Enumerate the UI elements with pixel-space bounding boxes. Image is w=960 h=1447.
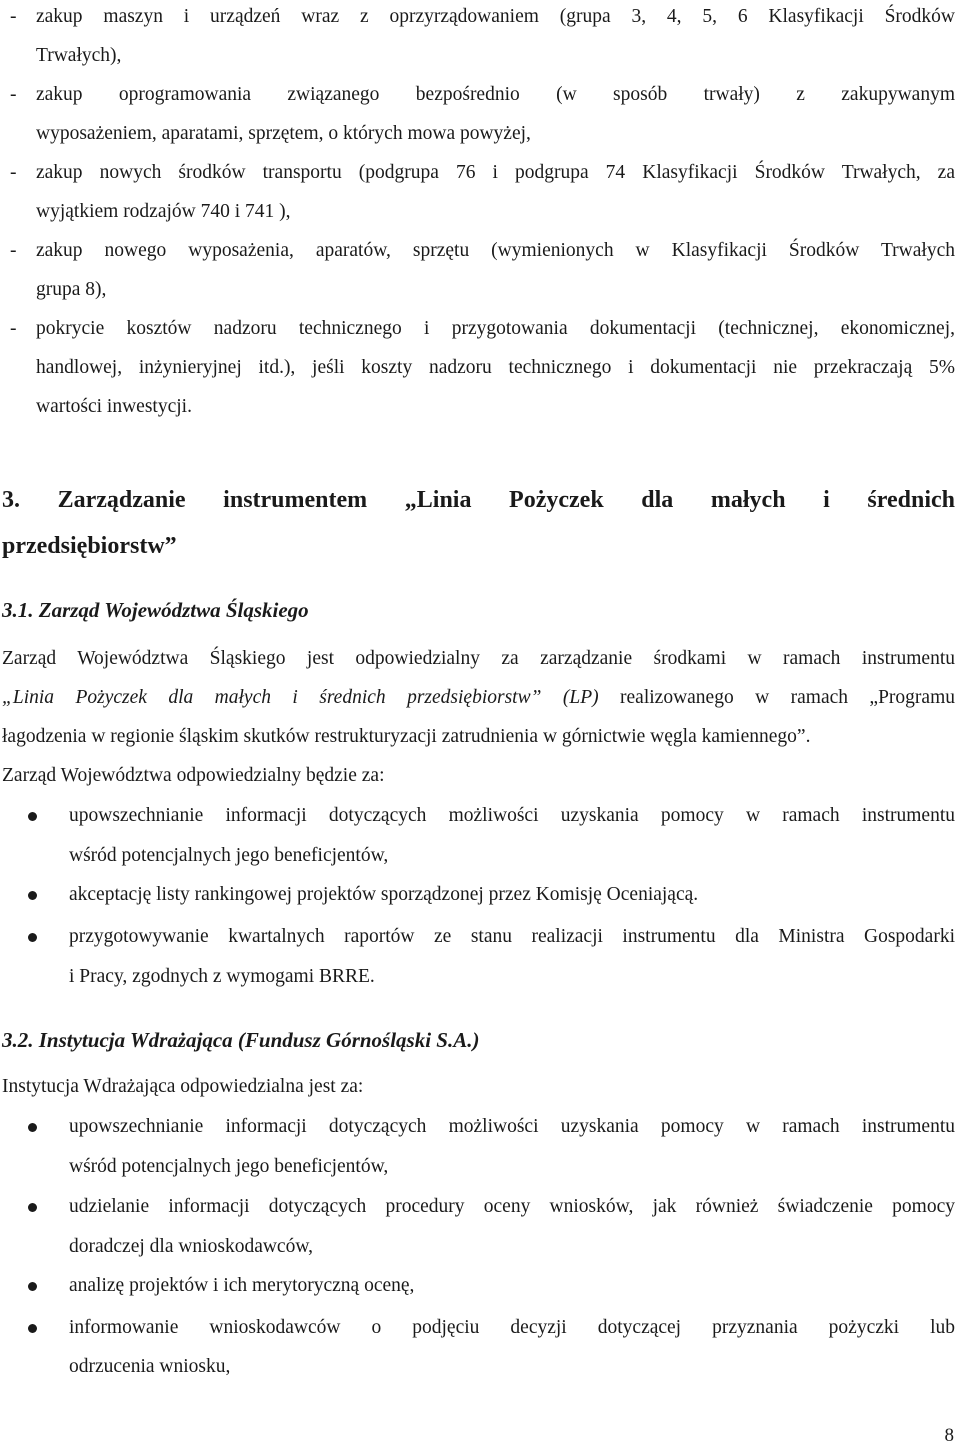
bullet-dot <box>28 891 37 900</box>
bullet-dot <box>28 1123 37 1132</box>
bullet-1-line-2: wśród potencjalnych jego beneficjentów, <box>69 1156 389 1177</box>
dash-marker: - <box>10 162 17 183</box>
bullet-dot <box>28 933 37 942</box>
bullet-2-line-1: akceptację listy rankingowej projektów sporządzonej przez Komisję Oceniającą. <box>69 884 699 905</box>
dash-item-1-line-1: zakup maszyn i urządzeń wraz z oprzyrządowaniem (grupa 3, 4, 5, 6 Klasyfikacji Środków <box>36 6 955 27</box>
section-3-heading-line-1: 3. Zarządzanie instrumentem „Linia Pożyczek dla małych i średnich <box>2 487 955 513</box>
section-3-1-heading: 3.1. Zarząd Województwa Śląskiego <box>2 598 309 622</box>
bullet-dot <box>28 1324 37 1333</box>
program-name-italic: „Linia Pożyczek dla małych i średnich przedsiębiorstw” (LP) <box>2 687 599 708</box>
dash-item-3-line-2: wyjątkiem rodzajów 740 i 741 ), <box>36 201 291 222</box>
section-3-1-para-line-3: łagodzenia w regionie śląskim skutków restrukturyzacji zatrudnienia w górnictwie węgla kamiennego”. <box>2 726 811 747</box>
bullet-3-line-1: analizę projektów i ich merytoryczną ocenę, <box>69 1275 415 1296</box>
section-3-2-heading: 3.2. Instytucja Wdrażająca (Fundusz Górnośląski S.A.) <box>2 1028 480 1052</box>
bullet-3-line-2: i Pracy, zgodnych z wymogami BRRE. <box>69 966 375 987</box>
dash-item-5-line-2: handlowej, inżynieryjnej itd.), jeśli koszty nadzoru technicznego i dokumentacji nie przekraczają 5% <box>36 357 955 378</box>
dash-marker: - <box>10 318 17 339</box>
bullet-dot <box>28 812 37 821</box>
bullet-dot <box>28 1282 37 1291</box>
bullet-4-line-2: odrzucenia wniosku, <box>69 1356 231 1377</box>
dash-item-2-line-1: zakup oprogramowania związanego bezpośrednio (w sposób trwały) z zakupywanym <box>36 84 955 105</box>
bullet-2-line-1: udzielanie informacji dotyczących procedury oceny wniosków, jak również świadczenie pomocy <box>69 1196 955 1217</box>
dash-item-3-line-1: zakup nowych środków transportu (podgrupa 76 i podgrupa 74 Klasyfikacji Środków Trwałych, za <box>36 162 955 183</box>
bullet-3-line-1: przygotowywanie kwartalnych raportów ze stanu realizacji instrumentu dla Ministra Gospodarki <box>69 926 955 947</box>
section-3-2-intro: Instytucja Wdrażająca odpowiedzialna jest za: <box>2 1076 364 1097</box>
dash-marker: - <box>10 240 17 261</box>
dash-item-5-line-3: wartości inwestycji. <box>36 396 192 417</box>
bullet-4-line-1: informowanie wnioskodawców o podjęciu decyzji dotyczącej przyznania pożyczki lub <box>69 1317 955 1338</box>
bullet-dot <box>28 1203 37 1212</box>
section-3-heading-line-2: przedsiębiorstw” <box>2 533 177 559</box>
dash-item-4-line-1: zakup nowego wyposażenia, aparatów, sprzętu (wymienionych w Klasyfikacji Środków Trwałych <box>36 240 955 261</box>
dash-marker: - <box>10 6 17 27</box>
para-line-2-rest: realizowanego w ramach „Programu <box>598 687 955 708</box>
bullet-1-line-1: upowszechnianie informacji dotyczących możliwości uzyskania pomocy w ramach instrumentu <box>69 805 955 826</box>
section-3-1-para-line-2 <box>2 687 955 709</box>
page-number: 8 <box>944 1425 954 1446</box>
dash-item-2-line-2: wyposażeniem, aparatami, sprzętem, o których mowa powyżej, <box>36 123 531 144</box>
section-3-1-para-line-1: Zarząd Województwa Śląskiego jest odpowiedzialny za zarządzanie środkami w ramach instrumentu <box>2 648 955 669</box>
bullet-1-line-2: wśród potencjalnych jego beneficjentów, <box>69 845 389 866</box>
dash-item-5-line-1: pokrycie kosztów nadzoru technicznego i przygotowania dokumentacji (technicznej, ekonomicznej, <box>36 318 955 339</box>
dash-marker: - <box>10 84 17 105</box>
dash-item-1-line-2: Trwałych), <box>36 45 122 66</box>
dash-item-4-line-2: grupa 8), <box>36 279 107 300</box>
bullet-2-line-2: doradczej dla wnioskodawców, <box>69 1236 314 1257</box>
section-3-1-intro: Zarząd Województwa odpowiedzialny będzie za: <box>2 765 385 786</box>
bullet-1-line-1: upowszechnianie informacji dotyczących możliwości uzyskania pomocy w ramach instrumentu <box>69 1116 955 1137</box>
